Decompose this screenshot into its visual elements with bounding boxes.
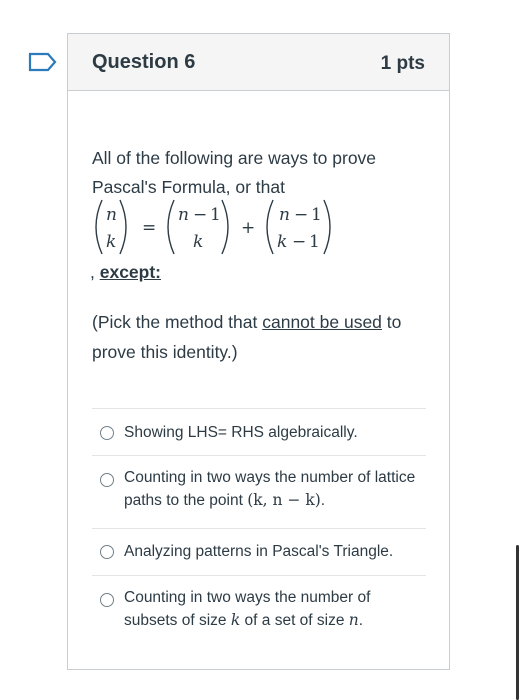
pascal-formula (90, 196, 390, 258)
answer-label (124, 586, 419, 632)
scrollbar[interactable] (516, 545, 519, 700)
question-title: Question 6 (92, 51, 196, 73)
answer-option-1[interactable] (92, 408, 426, 455)
except-prefix: , (90, 262, 100, 282)
svg-text:1: 1 (309, 232, 320, 252)
prompt-line-1: All of the following are ways to prove (92, 148, 377, 168)
radio-button[interactable] (100, 426, 114, 440)
answer-text-mid: of a set of size (240, 612, 349, 629)
radio-button[interactable] (100, 545, 114, 559)
instruction-note (92, 307, 427, 367)
question-header (68, 34, 449, 91)
answer-text-a: Counting in two ways the number of subsets of size (124, 589, 371, 629)
svg-text:+: + (241, 218, 256, 238)
note-after: to prove this identity.) (92, 312, 402, 362)
prompt-line-2: Pascal's Formula, or that (92, 177, 285, 197)
bookmark-flag-icon[interactable] (28, 52, 58, 72)
except-word: except: (99, 262, 162, 282)
answer-label: Analyzing patterns in Pascal's Triangle. (124, 543, 394, 560)
question-points: 1 pts (380, 53, 425, 74)
answer-math-n: n (348, 611, 359, 629)
except-line (90, 262, 161, 283)
radio-button[interactable] (100, 593, 114, 607)
answer-label: Showing LHS= RHS algebraically. (124, 424, 358, 441)
svg-text:−: − (193, 205, 208, 225)
question-card (67, 33, 450, 670)
answer-option-3[interactable] (92, 528, 426, 575)
svg-text:=: = (142, 218, 157, 238)
svg-text:k: k (193, 232, 204, 252)
answer-math: (k, n − k) (247, 491, 321, 509)
svg-text:k: k (277, 232, 288, 252)
svg-text:n: n (106, 205, 117, 225)
svg-text:1: 1 (210, 205, 221, 225)
svg-text:−: − (292, 232, 307, 252)
svg-text:−: − (294, 205, 309, 225)
answer-text-a: Counting in two ways the number of lattice paths to the point (124, 469, 416, 509)
svg-text:n: n (178, 205, 189, 225)
radio-button[interactable] (100, 473, 114, 487)
svg-text:1: 1 (311, 205, 322, 225)
note-underlined: cannot be used (262, 312, 382, 332)
answer-label (124, 466, 419, 512)
note-before: (Pick the method that (92, 312, 263, 332)
answer-option-2[interactable] (92, 455, 426, 528)
answer-text-b: . (320, 492, 326, 509)
svg-text:k: k (106, 232, 117, 252)
question-prompt (92, 144, 422, 202)
answer-list (92, 408, 426, 645)
answer-math-k: k (230, 611, 241, 629)
answer-option-4[interactable] (92, 575, 426, 645)
answer-text-b: . (358, 612, 364, 629)
svg-text:n: n (279, 205, 290, 225)
